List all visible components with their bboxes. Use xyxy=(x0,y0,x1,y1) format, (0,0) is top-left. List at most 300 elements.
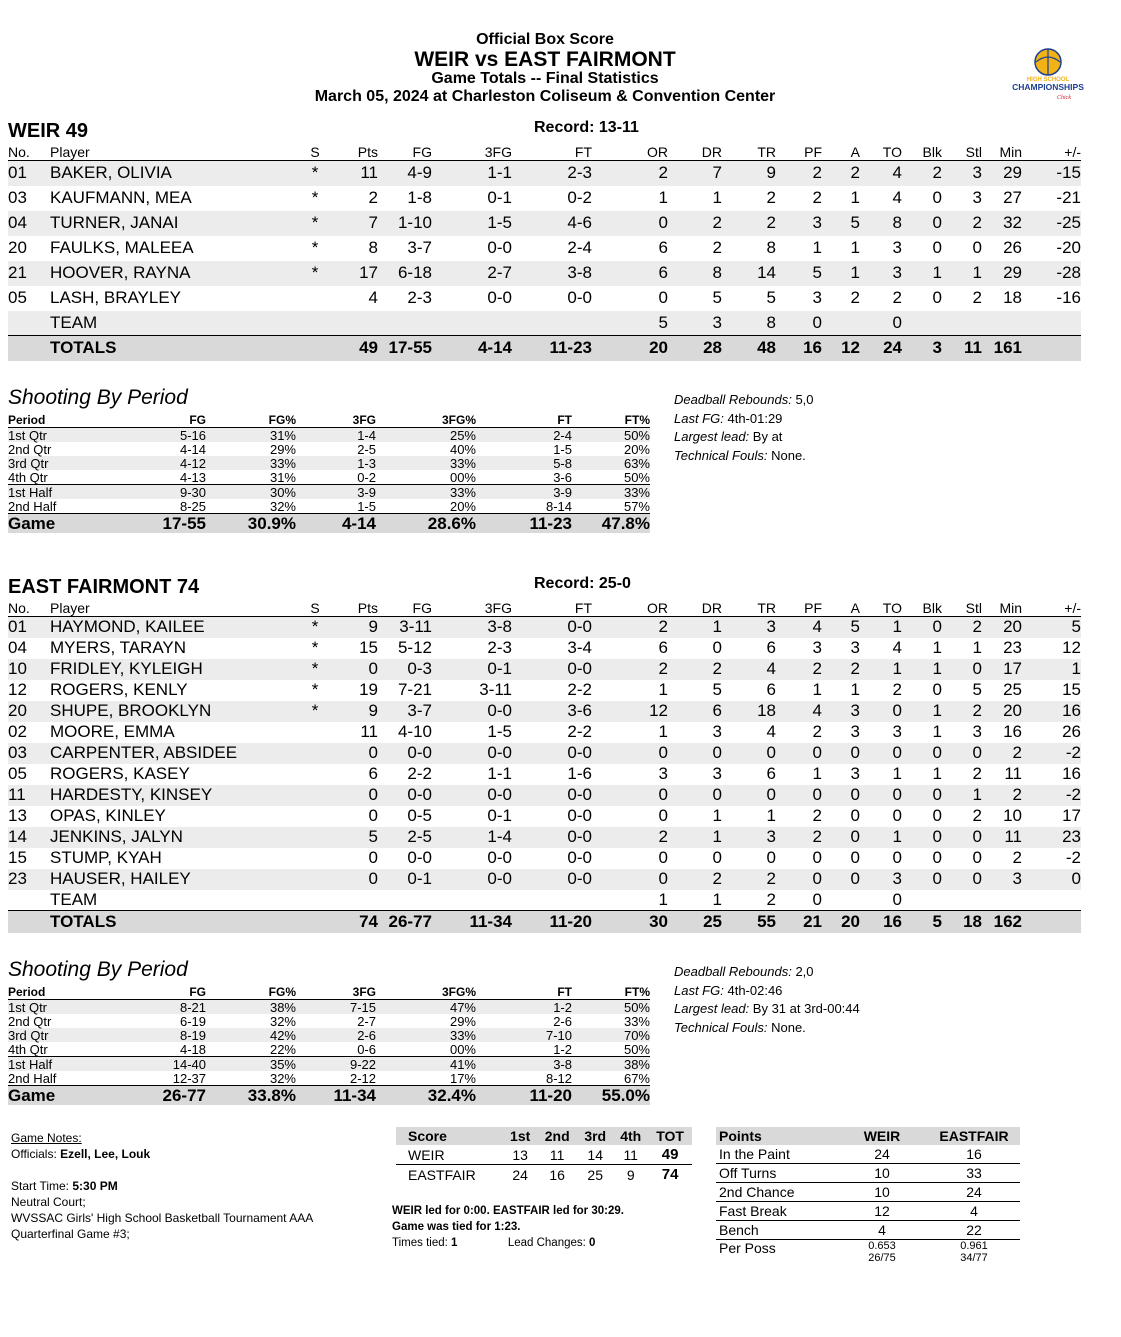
player-cell: 1 xyxy=(658,889,668,909)
lead-changes-label: Lead Changes: xyxy=(507,1237,586,1249)
totals-cell xyxy=(8,336,50,361)
points-cell: 4 xyxy=(836,1221,928,1240)
player-cell: 0 xyxy=(902,743,942,764)
half-row xyxy=(8,1071,650,1086)
column-header: 3FG xyxy=(432,144,512,161)
period-cell: 1-2 xyxy=(553,1041,572,1057)
player-cell xyxy=(378,890,432,911)
period-cell: 22% xyxy=(269,1041,296,1057)
period-cell: 1-5 xyxy=(553,441,572,457)
score-cell: 74 xyxy=(661,1166,679,1183)
player-cell: 2 xyxy=(592,827,668,848)
side-note-value: By at xyxy=(752,429,783,444)
points-cell: 24 xyxy=(836,1145,928,1164)
player-cell: 2 xyxy=(812,722,822,741)
report-subtitle: Game Totals -- Final Statistics xyxy=(431,70,659,87)
player-cell: STUMP, KYAH xyxy=(50,848,162,867)
player-cell: 2-7 xyxy=(432,261,512,286)
player-cell: 2 xyxy=(982,743,1022,764)
player-cell: ROGERS, KENLY xyxy=(50,680,188,699)
player-cell xyxy=(8,890,50,911)
period-cell: 33% xyxy=(376,1028,476,1042)
side-note-value: 2,0 xyxy=(795,964,814,979)
totals-cell xyxy=(1022,336,1081,361)
player-cell: 04 xyxy=(8,211,50,236)
period-cell: 41% xyxy=(376,1057,476,1072)
player-cell: 2-4 xyxy=(567,238,592,257)
player-cell: 12 xyxy=(1062,638,1081,657)
ef-team-title: EAST FAIRMONT 74 xyxy=(8,576,200,598)
period-cell: 30% xyxy=(206,485,296,500)
period-cell: 9-30 xyxy=(118,485,206,500)
player-cell: 23 xyxy=(8,869,50,890)
player-cell: 3-8 xyxy=(432,617,512,638)
quarter-row xyxy=(8,1000,650,1015)
player-cell: 2 xyxy=(722,869,776,890)
period-column-header: Period xyxy=(8,985,118,1000)
totals-cell xyxy=(8,911,50,933)
per-poss-weir xyxy=(836,1240,928,1265)
period-cell: 2nd Half xyxy=(8,1070,57,1086)
player-cell: 3 xyxy=(722,617,776,638)
player-cell: 8 xyxy=(668,261,722,286)
period-cell: 50% xyxy=(623,469,650,485)
ef-shooting-by-period-title: Shooting By Period xyxy=(8,958,188,981)
player-cell: 3-4 xyxy=(567,638,592,657)
player-cell: 1-6 xyxy=(567,764,592,783)
player-cell: 5 xyxy=(766,288,776,307)
period-cell: 70% xyxy=(572,1028,650,1042)
side-note xyxy=(674,982,860,1001)
start-time: 5:30 PM xyxy=(72,1179,118,1193)
score-cell: WEIR xyxy=(396,1145,503,1165)
player-cell: 1 xyxy=(668,617,722,638)
period-cell: 38% xyxy=(572,1057,650,1072)
column-header: Player xyxy=(50,144,300,161)
period-cell: 3-9 xyxy=(476,485,572,500)
player-cell: 14 xyxy=(8,827,50,848)
player-cell: SHUPE, BROOKLYN xyxy=(50,701,300,722)
period-cell: 5-8 xyxy=(476,456,572,470)
period-cell: 2nd Half xyxy=(8,498,57,514)
player-cell: 3 xyxy=(850,722,860,741)
player-cell: 2 xyxy=(1012,848,1022,867)
points-cell: 2nd Chance xyxy=(716,1183,836,1202)
player-cell: 0-0 xyxy=(512,785,592,806)
totals-cell: TOTALS xyxy=(50,336,300,361)
neutral-court: Neutral Court; xyxy=(11,1195,86,1209)
player-cell: 1 xyxy=(860,827,902,848)
totals-cell: 11-34 xyxy=(432,911,512,933)
player-cell: 3 xyxy=(850,764,860,783)
player-cell: 5 xyxy=(776,261,822,286)
player-row xyxy=(8,827,1081,848)
player-cell: 0 xyxy=(668,785,722,806)
player-cell: 20 xyxy=(982,617,1022,638)
period-column-header: FG xyxy=(118,985,206,1000)
event-name: WVSSAC Girls' High School Basketball Tournament AAA xyxy=(11,1211,314,1225)
player-cell: 2 xyxy=(902,161,942,186)
player-cell: 2 xyxy=(822,659,860,680)
points-column-header: WEIR xyxy=(836,1127,928,1145)
column-header: TO xyxy=(860,600,902,617)
player-cell: 1 xyxy=(812,764,822,783)
period-cell: 4-14 xyxy=(179,441,206,457)
player-cell: 0 xyxy=(822,743,860,764)
totals-cell: 17-55 xyxy=(378,336,432,361)
player-cell xyxy=(8,311,50,336)
player-cell xyxy=(942,311,982,336)
side-note-value: By 31 at 3rd-00:44 xyxy=(752,1001,860,1016)
player-cell xyxy=(432,890,512,911)
player-cell: 15 xyxy=(8,848,27,867)
period-cell: 42% xyxy=(206,1028,296,1042)
score-cell: 24 xyxy=(512,1166,528,1183)
player-cell: 4-9 xyxy=(378,161,432,186)
totals-cell: 20 xyxy=(822,911,860,933)
period-cell: 4-14 xyxy=(296,514,376,534)
per-poss-ef-ratio: 34/77 xyxy=(960,1252,988,1264)
totals-cell: 30 xyxy=(592,911,668,933)
score-row xyxy=(396,1145,692,1165)
player-cell: 0 xyxy=(822,785,860,806)
score-cell: 13 xyxy=(503,1145,537,1165)
column-header: Pts xyxy=(330,144,378,161)
period-cell: 4-18 xyxy=(179,1041,206,1057)
player-cell: 3 xyxy=(860,261,902,286)
player-cell: 18 xyxy=(722,701,776,722)
period-cell: 0-2 xyxy=(357,469,376,485)
points-row xyxy=(716,1202,1020,1221)
player-cell: 1 xyxy=(1022,659,1081,680)
column-header: DR xyxy=(668,600,722,617)
side-note xyxy=(674,1019,860,1038)
player-cell: 6 xyxy=(658,638,668,657)
player-cell xyxy=(330,890,378,911)
player-cell: 26 xyxy=(1003,238,1022,257)
points-cell: 33 xyxy=(928,1164,1020,1183)
period-cell: 33% xyxy=(376,456,476,470)
per-poss-label: Per Poss xyxy=(719,1240,776,1256)
period-cell: 2nd Qtr xyxy=(8,441,52,457)
player-row xyxy=(8,186,1081,211)
player-cell: 0 xyxy=(812,889,822,909)
period-cell: 40% xyxy=(449,441,476,457)
player-cell: 7 xyxy=(668,161,722,186)
column-header: FG xyxy=(378,144,432,161)
player-cell: 0 xyxy=(860,785,902,806)
player-cell: 4 xyxy=(368,288,378,307)
column-header: S xyxy=(300,144,330,161)
player-cell: OPAS, KINLEY xyxy=(50,806,166,825)
player-cell xyxy=(300,764,330,785)
player-cell: 2-3 xyxy=(512,161,592,186)
period-cell: 8-21 xyxy=(118,1000,206,1015)
side-note xyxy=(674,963,860,982)
player-cell: 0 xyxy=(902,869,942,890)
player-cell: 0 xyxy=(766,848,776,867)
points-cell: 22 xyxy=(928,1221,1020,1240)
player-cell: 0-0 xyxy=(407,848,432,867)
quarter-row xyxy=(8,1014,650,1028)
player-cell: CARPENTER, ABSIDEE xyxy=(50,743,300,764)
player-cell: 0-1 xyxy=(487,806,512,825)
period-cell: 29% xyxy=(449,1013,476,1029)
score-cell: 16 xyxy=(549,1166,565,1183)
player-cell: 3 xyxy=(972,722,982,741)
player-cell: 0 xyxy=(902,211,942,236)
player-cell: 8 xyxy=(368,238,378,257)
column-header: No. xyxy=(8,600,50,617)
player-cell: LASH, BRAYLEY xyxy=(50,288,182,307)
player-cell: 15 xyxy=(359,638,378,657)
period-cell: 4-12 xyxy=(118,456,206,470)
score-cell: 14 xyxy=(577,1145,613,1165)
period-cell: 32% xyxy=(269,1070,296,1086)
player-cell: 5 xyxy=(712,680,722,699)
svg-text:CHAMPIONSHIPS: CHAMPIONSHIPS xyxy=(1012,82,1084,92)
points-cell: Fast Break xyxy=(716,1202,836,1221)
player-cell: 4-6 xyxy=(512,211,592,236)
player-cell: 25 xyxy=(1003,680,1022,699)
player-cell xyxy=(300,848,330,869)
period-cell: 1-5 xyxy=(357,498,376,514)
player-cell: 1 xyxy=(850,680,860,699)
player-cell: 15 xyxy=(1062,680,1081,699)
column-header: A xyxy=(822,600,860,617)
period-cell: Game xyxy=(8,514,118,534)
points-cell: 24 xyxy=(928,1183,1020,1202)
side-note-value: 4th-01:29 xyxy=(727,410,783,426)
period-cell: 1-4 xyxy=(296,428,376,443)
totals-cell: 21 xyxy=(776,911,822,933)
player-cell: 0 xyxy=(668,743,722,764)
player-cell: 0 xyxy=(658,806,668,825)
player-row xyxy=(8,659,1081,680)
totals-cell: 11 xyxy=(942,336,982,361)
championships-logo xyxy=(1012,46,1084,104)
player-cell: TEAM xyxy=(50,311,300,336)
per-poss-weir-value: 0.653 xyxy=(868,1240,896,1252)
player-cell: 0 xyxy=(932,288,942,307)
side-note xyxy=(674,447,814,466)
player-cell: -21 xyxy=(1056,188,1081,207)
score-row xyxy=(396,1165,692,1185)
column-header: PF xyxy=(776,144,822,161)
score-column-header: 1st xyxy=(503,1127,537,1145)
player-cell: 0-0 xyxy=(567,848,592,867)
side-note xyxy=(674,391,814,410)
player-cell: 3-7 xyxy=(378,701,432,722)
player-cell: FRIDLEY, KYLEIGH xyxy=(50,659,300,680)
player-cell: 0 xyxy=(942,743,982,764)
totals-cell: 18 xyxy=(942,911,982,933)
player-cell: 8 xyxy=(766,238,776,257)
player-cell: 1 xyxy=(942,261,982,286)
player-cell: 1 xyxy=(822,261,860,286)
player-cell: 2 xyxy=(668,869,722,890)
times-tied-label: Times tied: xyxy=(392,1237,448,1249)
side-note-label: Deadball Rebounds: xyxy=(674,392,792,407)
points-cell: 16 xyxy=(928,1145,1020,1164)
column-header: S xyxy=(300,600,330,617)
period-cell: 17-55 xyxy=(118,514,206,534)
totals-cell xyxy=(300,911,330,933)
player-cell: 2-5 xyxy=(378,827,432,848)
player-cell: 0-0 xyxy=(432,869,512,890)
column-header: Min xyxy=(982,144,1022,161)
player-cell: 4 xyxy=(860,161,902,186)
player-cell: 0-1 xyxy=(487,188,512,207)
player-cell xyxy=(300,286,330,311)
player-cell: 0-0 xyxy=(512,743,592,764)
player-cell: 2-2 xyxy=(407,764,432,783)
totals-cell: 16 xyxy=(776,336,822,361)
player-cell: 1 xyxy=(932,764,942,783)
period-cell: 50% xyxy=(623,1041,650,1057)
player-cell: 2 xyxy=(812,806,822,825)
side-note-label: Deadball Rebounds: xyxy=(674,964,792,979)
player-cell: 0 xyxy=(330,743,378,764)
player-cell: 1-1 xyxy=(432,161,512,186)
column-header: FG xyxy=(378,600,432,617)
score-cell: 49 xyxy=(648,1145,692,1165)
period-cell: 5-16 xyxy=(118,428,206,443)
column-header: A xyxy=(822,144,860,161)
player-cell: 20 xyxy=(982,701,1022,722)
player-cell: 5 xyxy=(972,680,982,699)
player-cell: 0-0 xyxy=(567,288,592,307)
start-time-label: Start Time: xyxy=(11,1179,70,1193)
player-cell: 13 xyxy=(8,806,27,825)
player-cell: 20 xyxy=(8,701,50,722)
player-cell: 3 xyxy=(812,638,822,657)
player-cell: 19 xyxy=(359,680,378,699)
player-cell: 2 xyxy=(368,188,378,207)
date-venue: March 05, 2024 at Charleston Coliseum & Convention Center xyxy=(314,88,776,105)
player-cell: 01 xyxy=(8,617,50,638)
player-cell: 2-2 xyxy=(567,722,592,741)
matchup-title: WEIR vs EAST FAIRMONT xyxy=(414,48,676,71)
player-cell: 2-3 xyxy=(487,638,512,657)
period-cell: 8-12 xyxy=(545,1070,572,1086)
side-note-value: None. xyxy=(771,1019,806,1035)
period-cell: 1st Half xyxy=(8,1057,118,1072)
player-cell: 04 xyxy=(8,638,27,657)
player-cell: 9 xyxy=(330,701,378,722)
times-tied: 1 xyxy=(451,1237,458,1249)
weir-shooting-by-period-title: Shooting By Period xyxy=(8,386,188,409)
player-cell xyxy=(300,743,330,764)
period-cell: 4th Qtr xyxy=(8,469,48,485)
player-cell: 0 xyxy=(860,701,902,722)
totals-cell: 55 xyxy=(722,911,776,933)
player-cell: 4 xyxy=(892,638,902,657)
player-cell xyxy=(822,311,860,336)
player-cell: 5 xyxy=(330,827,378,848)
side-note-label: Last FG: xyxy=(674,410,724,426)
game-number: Quarterfinal Game #3; xyxy=(11,1227,130,1241)
player-cell: -2 xyxy=(1065,848,1081,867)
player-cell: 0-0 xyxy=(567,806,592,825)
score-cell: EASTFAIR xyxy=(408,1166,476,1183)
player-cell xyxy=(300,311,330,336)
player-cell: 3 xyxy=(812,288,822,307)
column-header: +/- xyxy=(1022,144,1081,161)
period-column-header: 3FG xyxy=(296,413,376,428)
player-cell: 3-11 xyxy=(378,617,432,638)
player-cell: 2 xyxy=(592,161,668,186)
player-cell: 2 xyxy=(982,785,1022,806)
period-cell: 67% xyxy=(623,1070,650,1086)
period-cell: 1-2 xyxy=(476,1000,572,1015)
player-cell: 0-5 xyxy=(407,806,432,825)
player-cell xyxy=(300,785,330,806)
period-cell: 33.8% xyxy=(206,1086,296,1106)
player-cell: -20 xyxy=(1056,238,1081,257)
player-cell: 0 xyxy=(592,869,668,890)
period-column-header: FT xyxy=(476,985,572,1000)
period-cell: 11-34 xyxy=(296,1086,376,1106)
player-cell: 3-7 xyxy=(407,238,432,257)
player-cell xyxy=(300,869,330,890)
player-cell: 26 xyxy=(1062,722,1081,741)
period-cell: 25% xyxy=(376,428,476,443)
player-cell: 3 xyxy=(892,722,902,741)
period-cell: 28.6% xyxy=(376,514,476,534)
player-cell: 2 xyxy=(822,161,860,186)
side-note-value: 5,0 xyxy=(795,392,814,407)
period-cell: 8-25 xyxy=(179,498,206,514)
player-cell: 0 xyxy=(812,848,822,867)
player-cell: 0 xyxy=(330,659,378,680)
player-cell: 2 xyxy=(972,806,982,825)
score-cell: 9 xyxy=(626,1166,635,1183)
totals-cell: 28 xyxy=(668,336,722,361)
player-cell: 2 xyxy=(972,764,982,783)
period-cell: 31% xyxy=(269,469,296,485)
player-cell: 32 xyxy=(982,211,1022,236)
score-column-header: 2nd xyxy=(537,1127,577,1145)
totals-cell: 161 xyxy=(982,336,1022,361)
player-cell xyxy=(982,311,1022,336)
ef-game-notes-side xyxy=(674,963,860,1037)
player-cell: 0 xyxy=(932,188,942,207)
player-cell: 0 xyxy=(712,638,722,657)
player-cell: * xyxy=(311,238,319,257)
player-cell: -16 xyxy=(1056,288,1081,307)
column-header: Player xyxy=(50,600,300,617)
player-cell: 0 xyxy=(892,889,902,909)
player-cell: 0 xyxy=(822,827,860,848)
points-row xyxy=(716,1183,1020,1202)
score-cell: 11 xyxy=(613,1145,648,1165)
period-cell: 2-6 xyxy=(553,1013,572,1029)
player-cell: 1 xyxy=(812,238,822,257)
player-cell: 2 xyxy=(776,161,822,186)
totals-cell: 20 xyxy=(592,336,668,361)
player-cell: 0-3 xyxy=(378,659,432,680)
score-cell: 25 xyxy=(587,1166,603,1183)
player-cell: 2 xyxy=(766,188,776,207)
player-cell: 5 xyxy=(822,617,860,638)
side-note-label: Largest lead: xyxy=(674,1001,750,1016)
quarter-row xyxy=(8,470,650,485)
player-cell: 0 xyxy=(722,785,776,806)
player-cell xyxy=(378,311,432,336)
period-cell: 1st Half xyxy=(8,485,118,500)
player-cell: 0-0 xyxy=(378,785,432,806)
